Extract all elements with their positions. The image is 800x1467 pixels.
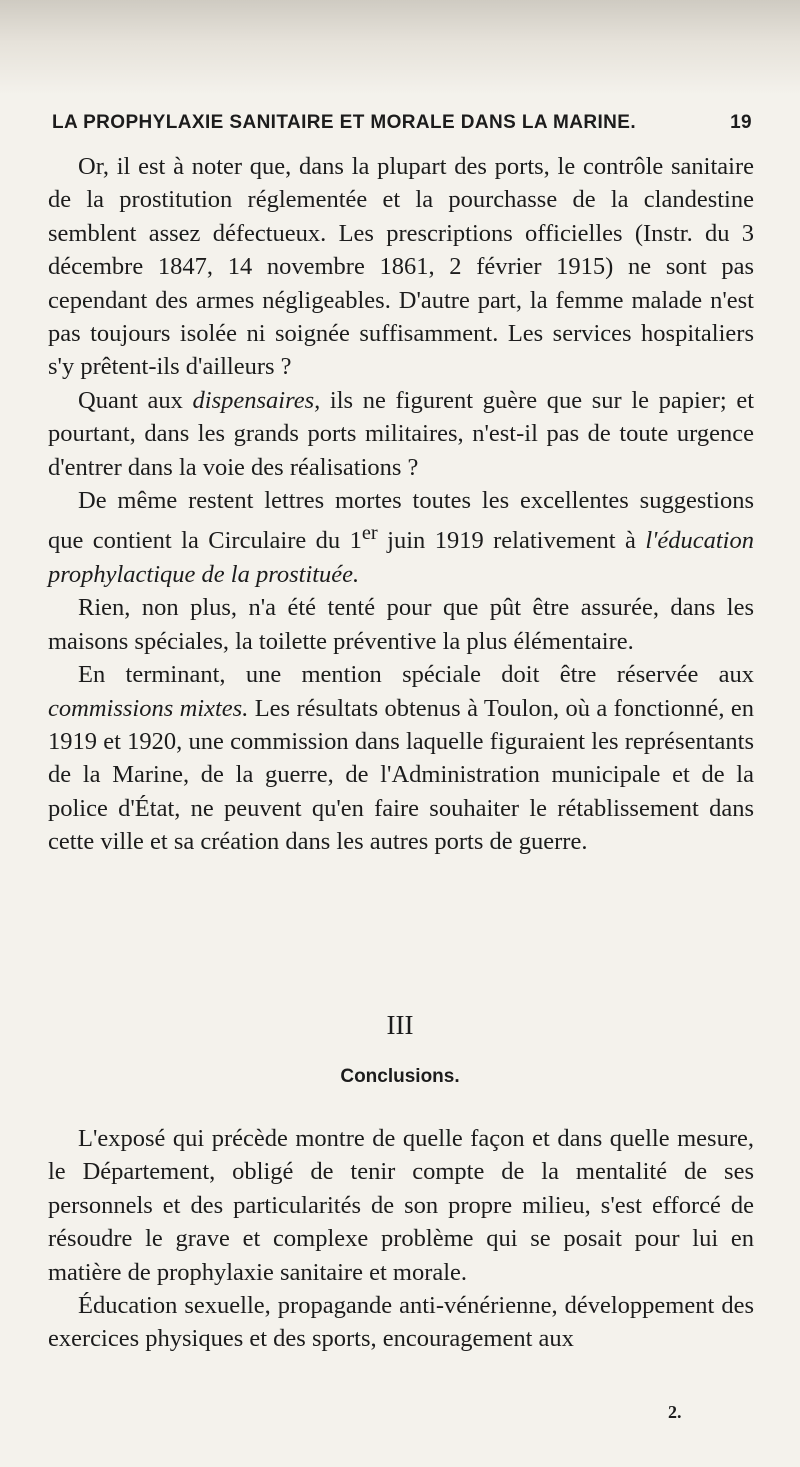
section-number: III [386, 1010, 414, 1040]
paragraph [48, 1289, 754, 1356]
paragraph [48, 1122, 754, 1289]
conclusion-text [48, 1122, 754, 1356]
paragraph [48, 658, 754, 858]
paragraph-text: Les résultats obtenus à Toulon, où a fonctionné, en 1919 et 1920, une commission dans laquelle figuraient les représentants de la Marine, de la guerre, de l'Administration municipale et de la police d'État, ne peuvent qu'en faire souhaiter le rétablissement dans cette ville et sa création dans les autres ports de guerre. [48, 694, 754, 856]
running-title: LA PROPHYLAXIE SANITAIRE ET MORALE DANS LA MARINE. [52, 112, 637, 133]
paragraph-text: L'exposé qui précède montre de quelle façon et dans quelle mesure, le Département, obligé de tenir compte de la mentalité de ses personnels et des particularités de son propre milieu, s'est efforcé de résoudre le grave et complexe problème qui se posait pour lui en matière de prophylaxie sanitaire et morale. [48, 1125, 754, 1286]
paragraph-text: Or, il est à noter que, dans la plupart des ports, le contrôle sanitaire de la prostitution réglementée et la pourchasse de la clandestine semblent assez défectueux. Les prescriptions officielles (Instr. du 3 décembre 1847, 14 novembre 1861, 2 février 1915) ne sont pas cependant des armes négligeables. D'autre part, la femme malade n'est pas toujours isolée ni soignée suffisamment. Les services hospitaliers s'y prêtent-ils d'ailleurs ? [48, 153, 754, 381]
superscript: er [361, 522, 378, 545]
signature-mark: 2. [668, 1402, 682, 1422]
running-head [52, 112, 752, 142]
paragraph-text: Rien, non plus, n'a été tenté pour que pût être assurée, dans les maisons spéciales, la toilette préventive la plus élémentaire. [48, 594, 754, 655]
paragraph-text: juin 1919 relativement à [377, 527, 646, 555]
paragraph [48, 384, 754, 484]
paragraph [48, 591, 754, 658]
scan-margin-shading [0, 0, 800, 95]
page-number: 19 [730, 112, 752, 133]
paragraph [48, 150, 754, 384]
paragraph-text: ils ne figurent guère que sur le papier; et pourtant, dans les grands ports militaires, n'est-il pas de toute urgence d'entrer dans la voie des réalisations ? [48, 386, 755, 481]
paragraph-text: Éducation sexuelle, propagande anti-vénérienne, développement des exercices physiques et des sports, encouragement aux [48, 1292, 754, 1353]
body-text [48, 150, 754, 859]
paragraph-text: En terminant, une mention spéciale doit être réservée aux [78, 661, 754, 689]
italic-term: dispensaires, [192, 386, 321, 414]
italic-term: commissions mixtes. [48, 694, 249, 722]
italic-term: l'éducation prophylactique de la prostituée. [48, 527, 754, 589]
paragraph [48, 484, 754, 591]
paragraph-text: De même restent lettres mortes toutes les excellentes suggestions que contient la Circulaire du 1 [48, 487, 754, 555]
paragraph-text: Quant aux [78, 386, 193, 414]
section-title: Conclusions. [340, 1066, 460, 1087]
